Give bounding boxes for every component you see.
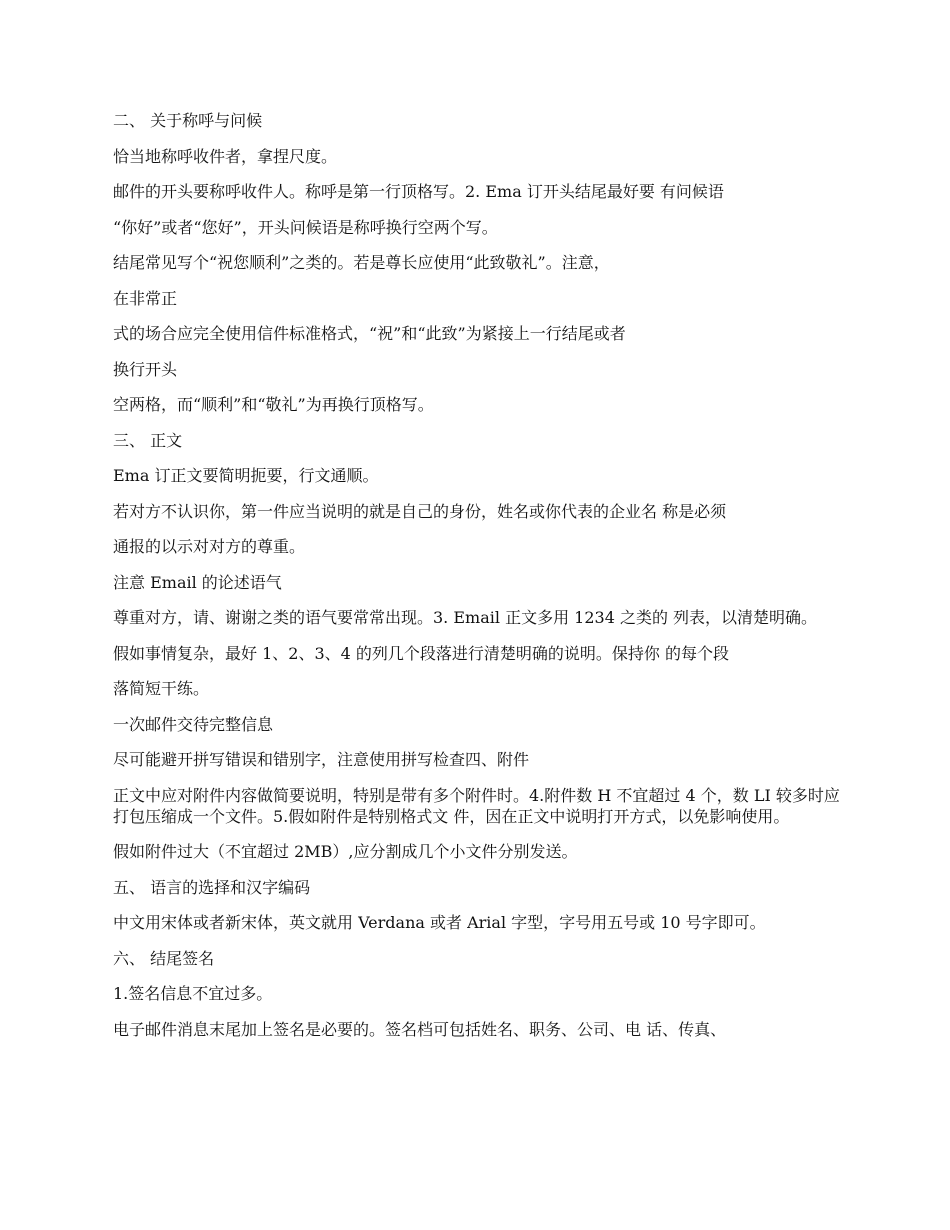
paragraph: 中文用宋体或者新宋体，英文就用 Verdana 或者 Arial 字型，字号用五号或 10 号字即可。: [113, 913, 766, 932]
paragraph: 尊重对方，请、谢谢之类的语气要常常出现。3. Email 正文多用 1234 之类的 列表，以清楚明确。: [113, 608, 818, 627]
paragraph: 注意 Email 的论述语气: [113, 572, 282, 592]
paragraph: 通报的以示对对方的尊重。: [113, 537, 306, 556]
paragraph: “你好”或者“您好”，开头问候语是称呼换行空两个写。: [113, 217, 498, 237]
paragraph: 尽可能避开拼写错误和错别字，注意使用拼写检查四、附件: [113, 750, 530, 769]
heading-language: 五、 语言的选择和汉字编码: [113, 877, 311, 897]
heading-greeting: 二、 关于称呼与问候: [113, 111, 263, 130]
paragraph: 恰当地称呼收件者，拿捏尺度。: [113, 146, 338, 166]
paragraph: 一次邮件交待完整信息: [113, 714, 274, 734]
paragraph: 若对方不认识你，第一件应当说明的就是自己的身份，姓名或你代表的企业名 称是必须: [113, 501, 727, 521]
paragraph: 结尾常见写个“祝您顺利”之类的。若是尊长应使用“此致敬礼”。注意，: [113, 253, 610, 272]
paragraph: 落简短干练。: [113, 679, 210, 698]
paragraph: 邮件的开头要称呼收件人。称呼是第一行顶格写。2. Ema 订开头结尾最好要 有问候语: [113, 182, 724, 201]
paragraph: 电子邮件消息末尾加上签名是必要的。签名档可包括姓名、职务、公司、电 话、传真、: [113, 1019, 727, 1039]
paragraph: 假如事情复杂，最好 1、2、3、4 的列几个段落进行清楚明确的说明。保持你 的每个段: [113, 643, 729, 663]
paragraph: 假如附件过大（不宜超过 2MB）,应分割成几个小文件分别发送。: [113, 842, 578, 861]
paragraph: 1.签名信息不宜过多。: [113, 984, 273, 1003]
paragraph: 式的场合应完全使用信件标准格式，“祝”和“此致”为紧接上一行结尾或者: [113, 324, 626, 343]
paragraph: Ema 订正文要简明扼要，行文通顺。: [113, 466, 379, 485]
paragraph: 换行开头: [113, 359, 178, 379]
paragraph: 空两格，而“顺利”和“敬礼”为再换行顶格写。: [113, 395, 434, 414]
document-body: [113, 110, 843, 1054]
heading-signature: 六、 结尾签名: [113, 948, 215, 968]
heading-body: 三、 正文: [113, 430, 183, 450]
paragraph: 正文中应对附件内容做简要说明，特别是带有多个附件时。4.附件数 H 不宜超过 4 个，数 LI 较多时应打包压缩成一个文件。5.假如附件是特别格式文 件，因在正文中说明打开方式，以免影响使用。: [113, 785, 840, 826]
paragraph: 在非常正: [113, 288, 178, 308]
